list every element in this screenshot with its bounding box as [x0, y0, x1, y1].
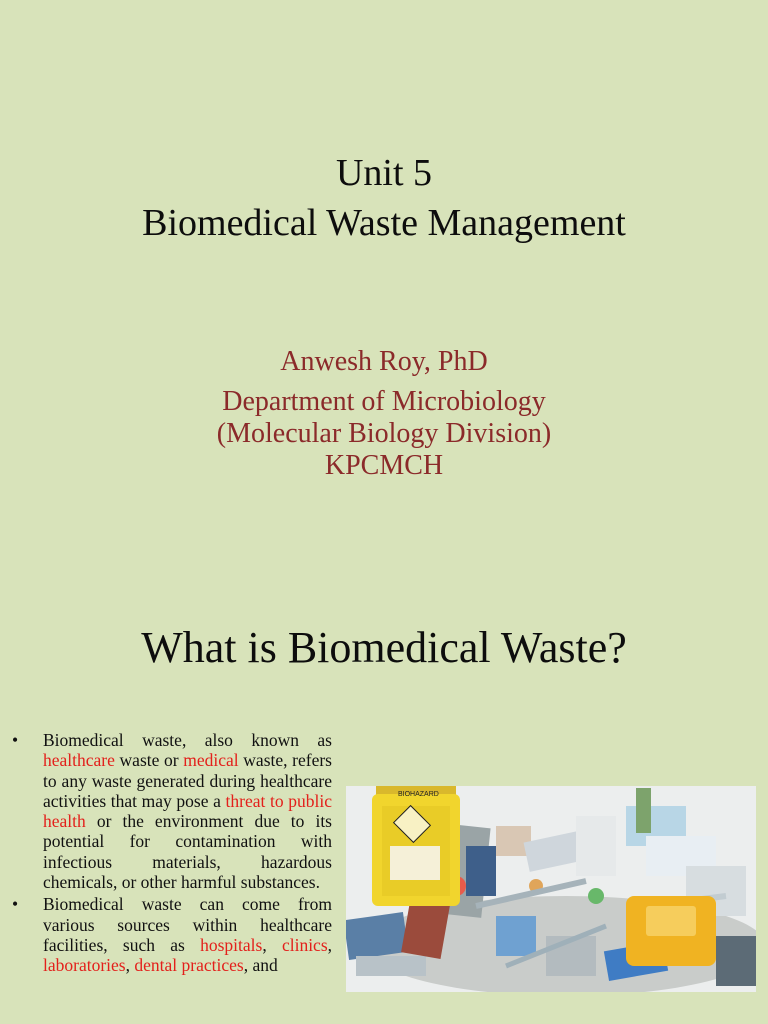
- medical-waste-illustration: [346, 786, 756, 992]
- highlight-clinics: clinics: [281, 934, 328, 955]
- author-name: Anwesh Roy, PhD: [280, 346, 488, 377]
- highlight-dental-practices: dental practices: [134, 955, 244, 976]
- highlight-hospitals: hospitals: [200, 934, 263, 955]
- bullet-text: waste or: [114, 750, 184, 771]
- bullet-text: ,: [262, 934, 282, 955]
- highlight-medical: medical: [183, 750, 239, 771]
- slide-title-line2: Biomedical Waste Management: [142, 202, 626, 244]
- yellow-sharps-container: [372, 786, 460, 906]
- bullet-marker: •: [12, 730, 19, 750]
- bullet-item-definition: [12, 730, 332, 892]
- bullet-text: ,: [125, 955, 135, 976]
- yellow-waste-box: [626, 896, 716, 966]
- institution-name: KPCMCH: [324, 450, 444, 481]
- bullet-text: ,: [327, 934, 333, 955]
- bullet-text: Biomedical waste, also known as: [43, 730, 332, 750]
- highlight-laboratories: laboratories: [43, 955, 126, 976]
- slide-title-line1: Unit 5: [335, 152, 433, 194]
- bullet-text: Biomedical waste can come from various sources within healthcare facilities, such as: [43, 894, 332, 955]
- highlight-threat: threat to public health: [43, 790, 332, 832]
- biohazard-label: BIOHAZARD: [398, 791, 439, 798]
- bullet-list: [12, 730, 332, 978]
- bullet-item-sources: [12, 894, 332, 975]
- bullet-text: , and: [243, 955, 278, 976]
- bullet-text: or the environment due to its potential for contamination with infectious materials, hazardous chemicals, or other harmful substances.: [43, 811, 332, 893]
- medical-waste-photo: [346, 786, 756, 992]
- bullet-marker: •: [12, 894, 19, 915]
- slide2-title: What is Biomedical Waste?: [141, 623, 627, 672]
- department-name: Department of Microbiology: [222, 386, 546, 417]
- highlight-healthcare: healthcare: [43, 750, 115, 771]
- bullet-text: waste, refers to any waste generated during healthcare activities that may pose a: [43, 750, 332, 811]
- division-name: (Molecular Biology Division): [216, 418, 552, 449]
